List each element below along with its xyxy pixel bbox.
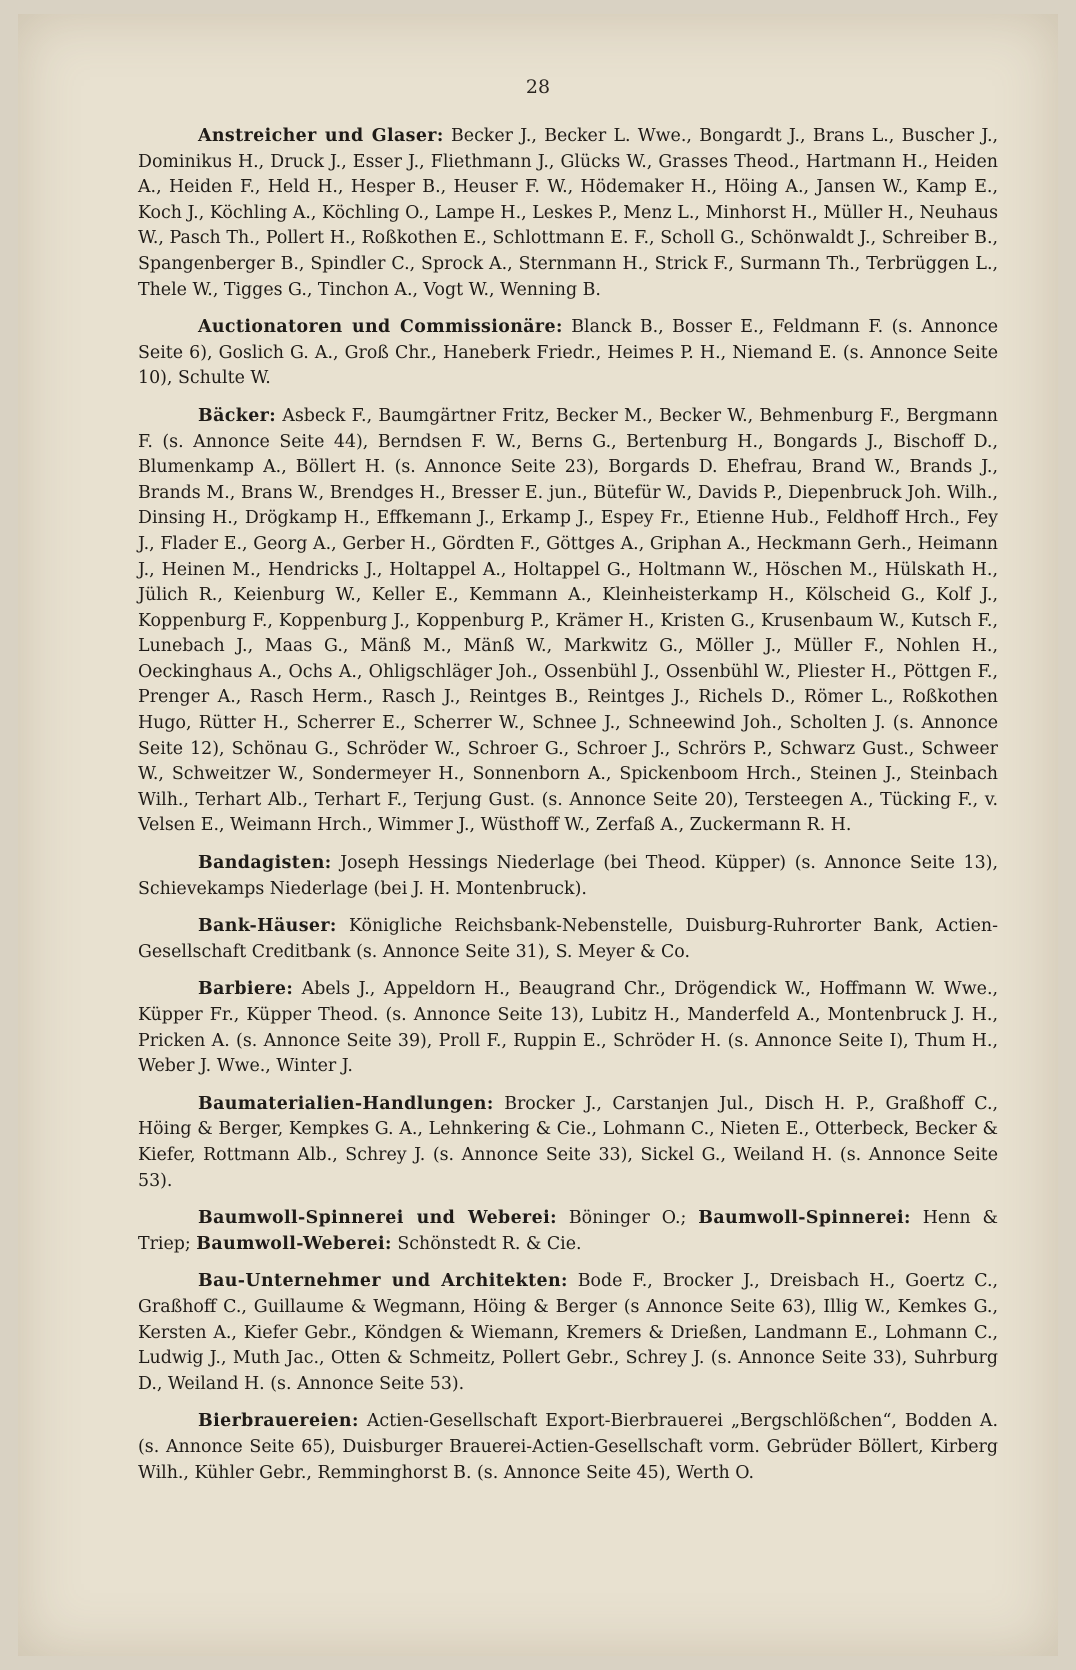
category-heading: Bau-Unternehmer und Architekten: (198, 1271, 568, 1292)
entry-barbiere (138, 977, 998, 1079)
entry-text: Blanck B., Bosser E., Feldmann F. (s. Annonce Seite 6), Goslich G. A., Groß Chr., Haneberk Friedr., Heimes P. H., Niemand E. (s. Annonce Seite 10), Schulte W. (138, 317, 998, 389)
entry-text: Actien-Gesellschaft Export-Bierbrauerei „Bergschlößchen“, Bodden A. (s. Annonce Seite 65), Duisburger Brauerei-Actien-Gesellschaft vorm. Gebrüder Böllert, Kirberg Wilh., Kühler Gebr., Remminghorst B. (s. Annonce Seite 45), Werth O. (138, 1411, 999, 1483)
entry-baumwoll (138, 1206, 998, 1257)
category-heading: Bierbrauereien: (198, 1411, 359, 1432)
category-heading: Auctionatoren und Commissionäre: (198, 317, 563, 338)
entry-auctionatoren (138, 315, 998, 392)
entry-text: Abels J., Appeldorn H., Beaugrand Chr., Drögendick W., Hoffmann W. Wwe., Küpper Fr., Küpper Theod. (s. Annonce Seite 13), Lubitz H., Manderfeld A., Montenbruck J. H., Pricken A. (s. Annonce Seite 39), Proll F., Ruppin E., Schröder H. (s. Annonce Seite I), Thum H., Weber J. Wwe., Winter J. (138, 979, 998, 1077)
entry-text: Königliche Reichsbank-Nebenstelle, Duisburg-Ruhrorter Bank, Actien-Gesellschaft Creditbank (s. Annonce Seite 31), S. Meyer & Co. (138, 916, 998, 962)
directory-content (138, 124, 998, 1498)
entry-baecker (138, 404, 998, 839)
entry-text: Böninger O.; (568, 1208, 687, 1229)
entry-text-3: Schönstedt R. & Cie. (397, 1233, 582, 1254)
category-heading: Bandagisten: (198, 853, 332, 874)
entry-bank-haeuser (138, 914, 998, 965)
entry-bierbrauereien (138, 1409, 998, 1486)
entry-text: Bode F., Brocker J., Dreisbach H., Goertz C., Graßhoff C., Guillaume & Wegmann, Höing & Berger (s Annonce Seite 63), Illig W., Kemkes G., Kersten A., Kiefer Gebr., Köndgen & Wiemann, Kremers & Drießen, Landmann E., Lohmann C., Ludwig J., Muth Jac., Otten & Schmeitz, Pollert Gebr., Schrey J. (s. Annonce Seite 33), Suhrburg D., Weiland H. (s. Annonce Seite 53). (138, 1271, 998, 1394)
entry-text: Asbeck F., Baumgärtner Fritz, Becker M., Becker W., Behmenburg F., Bergmann F. (s. Annonce Seite 44), Berndsen F. W., Berns G., Bertenburg H., Bongards J., Bischoff D., Blumenkamp A., Böllert H. (s. Annonce Seite 23), Borgards D. Ehefrau, Brand W., Brands J., Brands M., Brans W., Brendges H., Bresser E. jun., Bütefür W., Davids P., Diepenbruck Joh. Wilh., Dinsing H., Drögkamp H., Effkemann J., Erkamp J., Espey Fr., Etienne Hub., Feldhoff Hrch., Fey J., Flader E., Georg A., Gerber H., Gördten F., Göttges A., Griphan A., Heckmann Gerh., Heimann J., Heinen M., Hendricks J., Holtappel A., Holtappel G., Holtmann W., Höschen M., Hülskath H., Jülich R., Keienburg W., Keller E., Kemmann A., Kleinheisterkamp H., Kölscheid G., Kolf J., Koppenburg F., Koppenburg J., Koppenburg P., Krämer H., Kristen G., Krusenbaum W., Kutsch F., Lunebach J., Maas G., Mänß M., Mänß W., Markwitz G., Möller J., Müller F., Nohlen H., Oeckinghaus A., Ochs A., Ohligschläger Joh., Ossenbühl J., Ossenbühl W., Pliester H., Pöttgen F., Prenger A., Rasch Herm., Rasch J., Reintges B., Reintges J., Richels D., Römer L., Roßkothen Hugo, Rütter H., Scherrer E., Scherrer W., Schnee J., Schneewind Joh., Scholten J. (s. Annonce Seite 12), Schönau G., Schröder W., Schroer G., Schroer J., Schrörs P., Schwarz Gust., Schweer W., Schweitzer W., Sondermeyer H., Sonnenborn A., Spickenboom Hrch., Steinen J., Steinbach Wilh., Terhart Alb., Terhart F., Terjung Gust. (s. Annonce Seite 20), Tersteegen A., Tücking F., v. Velsen E., Weimann Hrch., Wimmer J., Wüsthoff W., Zerfaß A., Zuckermann R. H. (138, 405, 998, 836)
category-heading: Baumaterialien-Handlungen: (198, 1093, 494, 1114)
entry-bandagisten (138, 851, 998, 902)
category-heading: Barbiere: (198, 979, 294, 1000)
category-heading: Bank-Häuser: (198, 916, 337, 937)
category-heading: Baumwoll-Spinnerei und Weberei: (198, 1208, 557, 1229)
page-number: 28 (525, 76, 551, 98)
entry-text-2: Henn & Triep; (138, 1208, 998, 1254)
category-heading-3: Baumwoll-Weberei: (196, 1233, 392, 1254)
entry-text: Brocker J., Carstanjen Jul., Disch H. P., Graßhoff C., Höing & Berger, Kempkes G. A., Lehnkering & Cie., Lohmann C., Nieten E., Otterbeck, Becker & Kiefer, Rottmann Alb., Schrey J. (s. Annonce Seite 33), Sickel G., Weiland H. (s. Annonce Seite 53). (138, 1093, 998, 1191)
category-heading-2: Baumwoll-Spinnerei: (698, 1208, 911, 1229)
category-heading: Bäcker: (198, 405, 277, 426)
entry-text: Becker J., Becker L. Wwe., Bongardt J., Brans L., Buscher J., Dominikus H., Druck J., Esser J., Fliethmann J., Glücks W., Grasses Theod., Hartmann H., Heiden A., Heiden F., Held H., Hesper B., Heuser F. W., Hödemaker H., Höing A., Jansen W., Kamp E., Koch J., Köchling A., Köchling O., Lampe H., Leskes P., Menz L., Minhorst H., Müller H., Neuhaus W., Pasch Th., Pollert H., Roßkothen E., Schlottmann E. F., Scholl G., Schönwaldt J., Schreiber B., Spangenberger B., Spindler C., Sprock A., Sternmann H., Strick F., Surmann Th., Terbrüggen L., Thele W., Tigges G., Tinchon A., Vogt W., Wenning B. (138, 126, 998, 300)
document-page (18, 14, 1058, 1656)
entry-bau-unternehmer (138, 1269, 998, 1397)
entry-text: Joseph Hessings Niederlage (bei Theod. Küpper) (s. Annonce Seite 13), Schievekamps Niederlage (bei J. H. Montenbruck). (138, 853, 998, 899)
entry-anstreicher-glaser (138, 124, 998, 303)
category-heading: Anstreicher und Glaser: (198, 126, 444, 146)
entry-baumaterialien (138, 1092, 998, 1194)
